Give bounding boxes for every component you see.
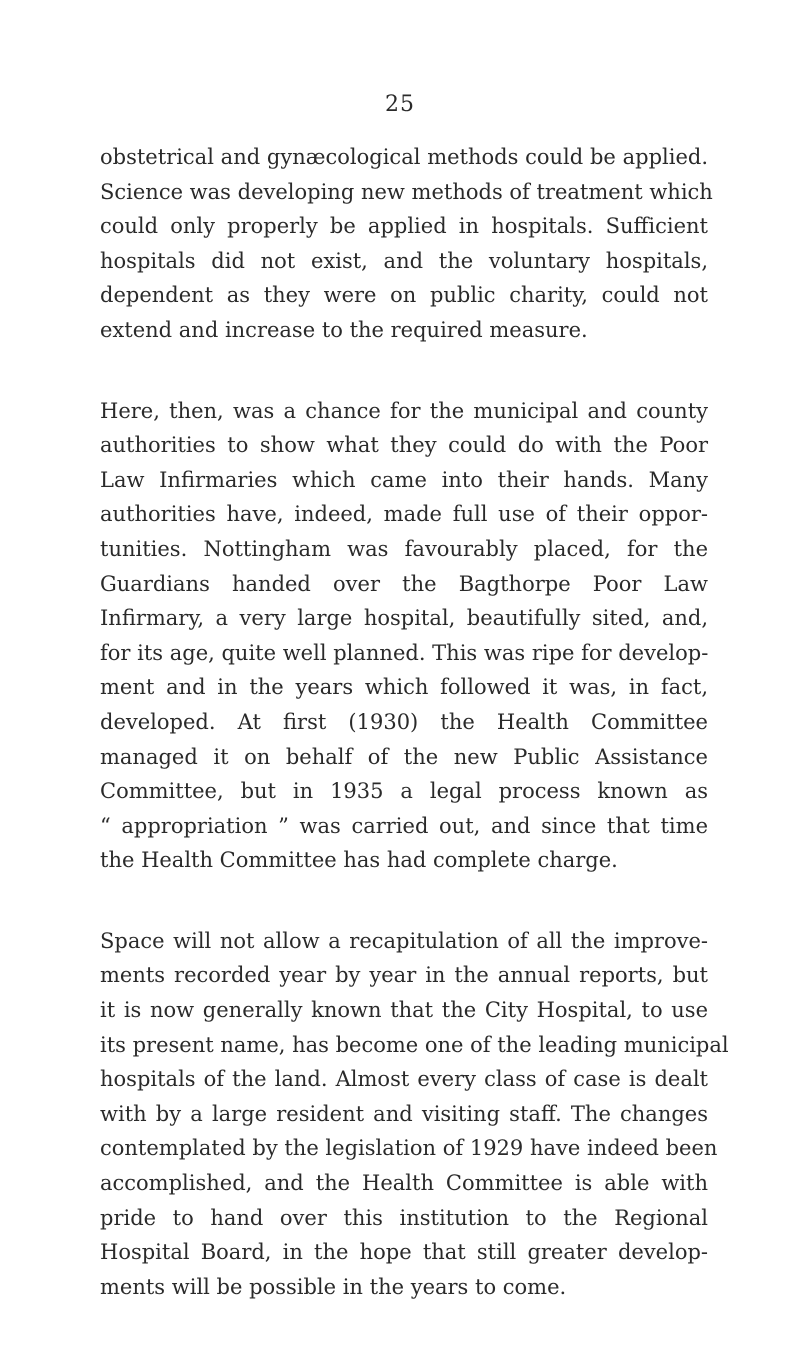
page-number: 25 — [385, 92, 415, 117]
text-line: hospitals of the land. Almost every class of case is dealt — [100, 1067, 708, 1092]
text-line: “ appropriation ” was carried out, and since that time — [100, 813, 708, 838]
text-line: tunities. Nottingham was favourably placed, for the — [100, 536, 708, 561]
text-line: Committee, but in 1935 a legal process known as — [100, 779, 708, 804]
text-line: Law Infirmaries which came into their hands. Many — [100, 467, 708, 492]
text-line: ments recorded year by year in the annual reports, but — [100, 963, 708, 988]
text-line: Infirmary, a very large hospital, beautifully sited, and, — [100, 606, 708, 631]
text-line: Science was developing new methods of treatment which — [100, 179, 713, 204]
text-line: extend and increase to the required measure. — [100, 317, 588, 342]
text-line: ments will be possible in the years to come. — [100, 1274, 567, 1299]
text-line: ment and in the years which followed it was, in fact, — [100, 675, 708, 700]
text-line: authorities to show what they could do with the Poor — [100, 433, 708, 458]
text-line: obstetrical and gynæcological methods could be applied. — [100, 145, 708, 169]
text-line: managed it on behalf of the new Public Assistance — [100, 744, 708, 769]
text-line: Here, then, was a chance for the municipal and county — [100, 398, 708, 423]
text-line: Space will not allow a recapitulation of all the improve- — [100, 928, 708, 953]
text-line: it is now generally known that the City Hospital, to use — [100, 998, 708, 1023]
text-line: its present name, has become one of the leading municipal — [100, 1032, 729, 1057]
page-body — [100, 140, 729, 1304]
text-line: accomplished, and the Health Committee is able with — [100, 1171, 708, 1196]
text-line: developed. At first (1930) the Health Committee — [100, 709, 708, 734]
text-line: the Health Committee has had complete charge. — [100, 848, 618, 873]
text-line: dependent as they were on public charity, could not — [100, 283, 708, 308]
text-line: contemplated by the legislation of 1929 have indeed been — [100, 1136, 718, 1161]
paragraph-2 — [100, 394, 708, 878]
paragraph-3 — [100, 924, 729, 1305]
text-line: hospitals did not exist, and the voluntary hospitals, — [100, 248, 708, 273]
paragraph-1 — [100, 140, 713, 348]
text-line: for its age, quite well planned. This was ripe for develop- — [100, 640, 709, 665]
text-line: could only properly be applied in hospitals. Sufficient — [100, 214, 708, 239]
text-line: pride to hand over this institution to the Regional — [100, 1205, 708, 1230]
text-line: authorities have, indeed, made full use of their oppor- — [100, 502, 708, 527]
text-line: Hospital Board, in the hope that still greater develop- — [100, 1240, 708, 1265]
text-line: with by a large resident and visiting staff. The changes — [100, 1101, 708, 1126]
text-line: Guardians handed over the Bagthorpe Poor Law — [100, 571, 708, 596]
